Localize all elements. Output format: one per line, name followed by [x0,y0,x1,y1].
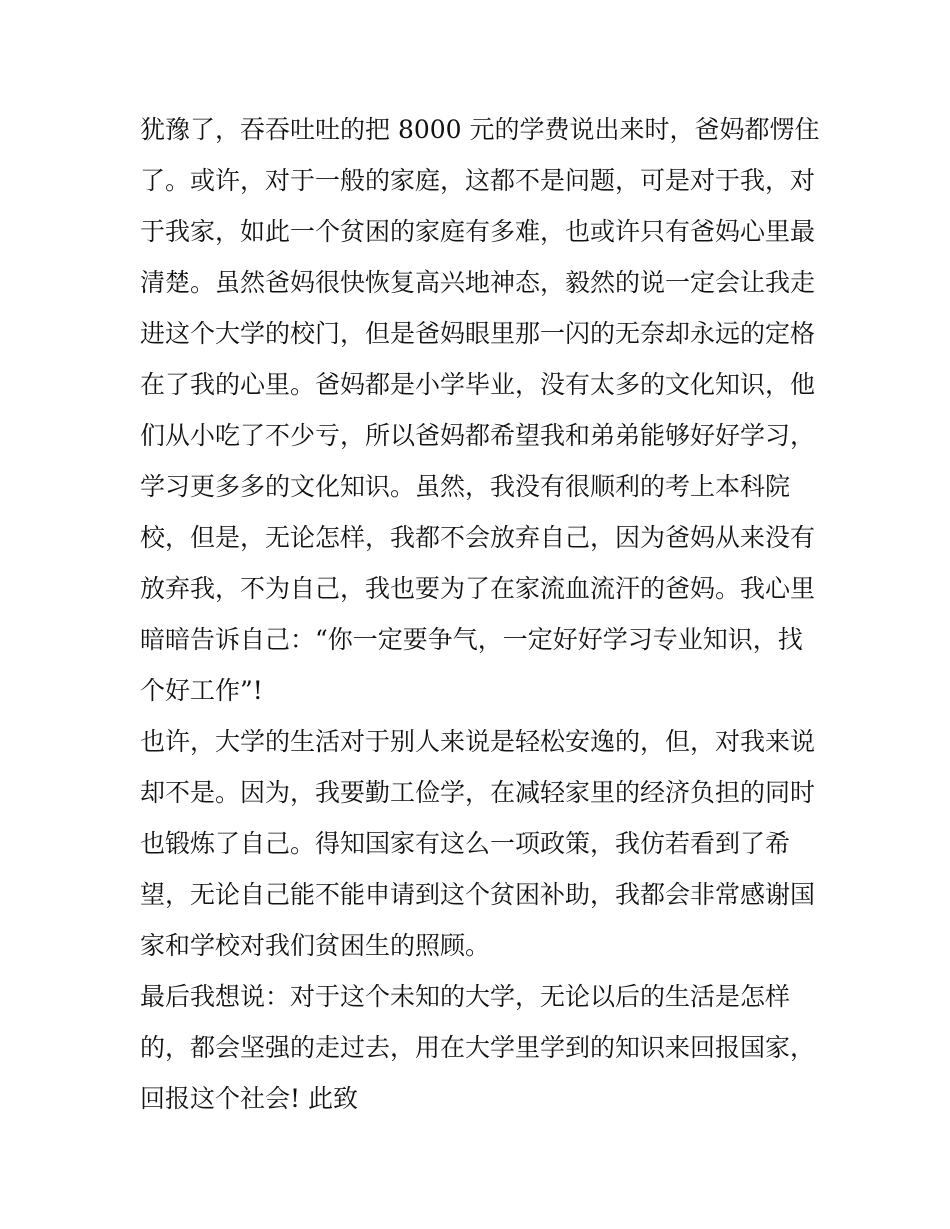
text-line: 望，无论自己能不能申请到这个贫困补助，我都会非常感谢国 [140,880,816,909]
text-line: 个好工作”! [140,676,263,705]
text-line: 放弃我，不为自己，我也要为了在家流血流汗的爸妈。我心里 [140,574,816,603]
document-body [140,104,820,1124]
paragraph-3 [140,971,820,1124]
text-line: 最后我想说：对于这个未知的大学，无论以后的生活是怎样 [140,982,791,1011]
text-line: 了。或许，对于一般的家庭，这都不是问题，可是对于我，对 [140,166,816,195]
text-line: 也锻炼了自己。得知国家有这么一项政策，我仿若看到了希 [140,829,791,858]
text-line: 于我家，如此一个贫困的家庭有多难，也或许只有爸妈心里最 [140,217,816,246]
paragraph-1 [140,104,820,716]
text-line: 暗暗告诉自己：“你一定要争气，一定好好学习专业知识，找 [140,625,803,654]
text-line: 家和学校对我们贫困生的照顾。 [140,931,491,960]
text-line: 回报这个社会! 此致 [140,1084,358,1113]
text-line: 进这个大学的校门，但是爸妈眼里那一闪的无奈却永远的定格 [140,319,816,348]
text-line: 学习更多多的文化知识。虽然，我没有很顺利的考上本科院 [140,472,791,501]
text-line: 校，但是，无论怎样，我都不会放弃自己，因为爸妈从来没有 [140,523,816,552]
paragraph-2 [140,716,820,971]
text-line: 也许，大学的生活对于别人来说是轻松安逸的，但，对我来说 [140,727,816,756]
text-line: 清楚。虽然爸妈很快恢复高兴地神态，毅然的说一定会让我走 [140,268,816,297]
text-line: 在了我的心里。爸妈都是小学毕业，没有太多的文化知识，他 [140,370,816,399]
text-line: 的，都会坚强的走过去，用在大学里学到的知识来回报国家， [140,1033,816,1062]
text-line: 犹豫了，吞吞吐吐的把 8000 元的学费说出来时，爸妈都愣住 [140,115,820,144]
text-line: 们从小吃了不少亏，所以爸妈都希望我和弟弟能够好好学习， [140,421,816,450]
text-line: 却不是。因为，我要勤工俭学，在减轻家里的经济负担的同时 [140,778,816,807]
